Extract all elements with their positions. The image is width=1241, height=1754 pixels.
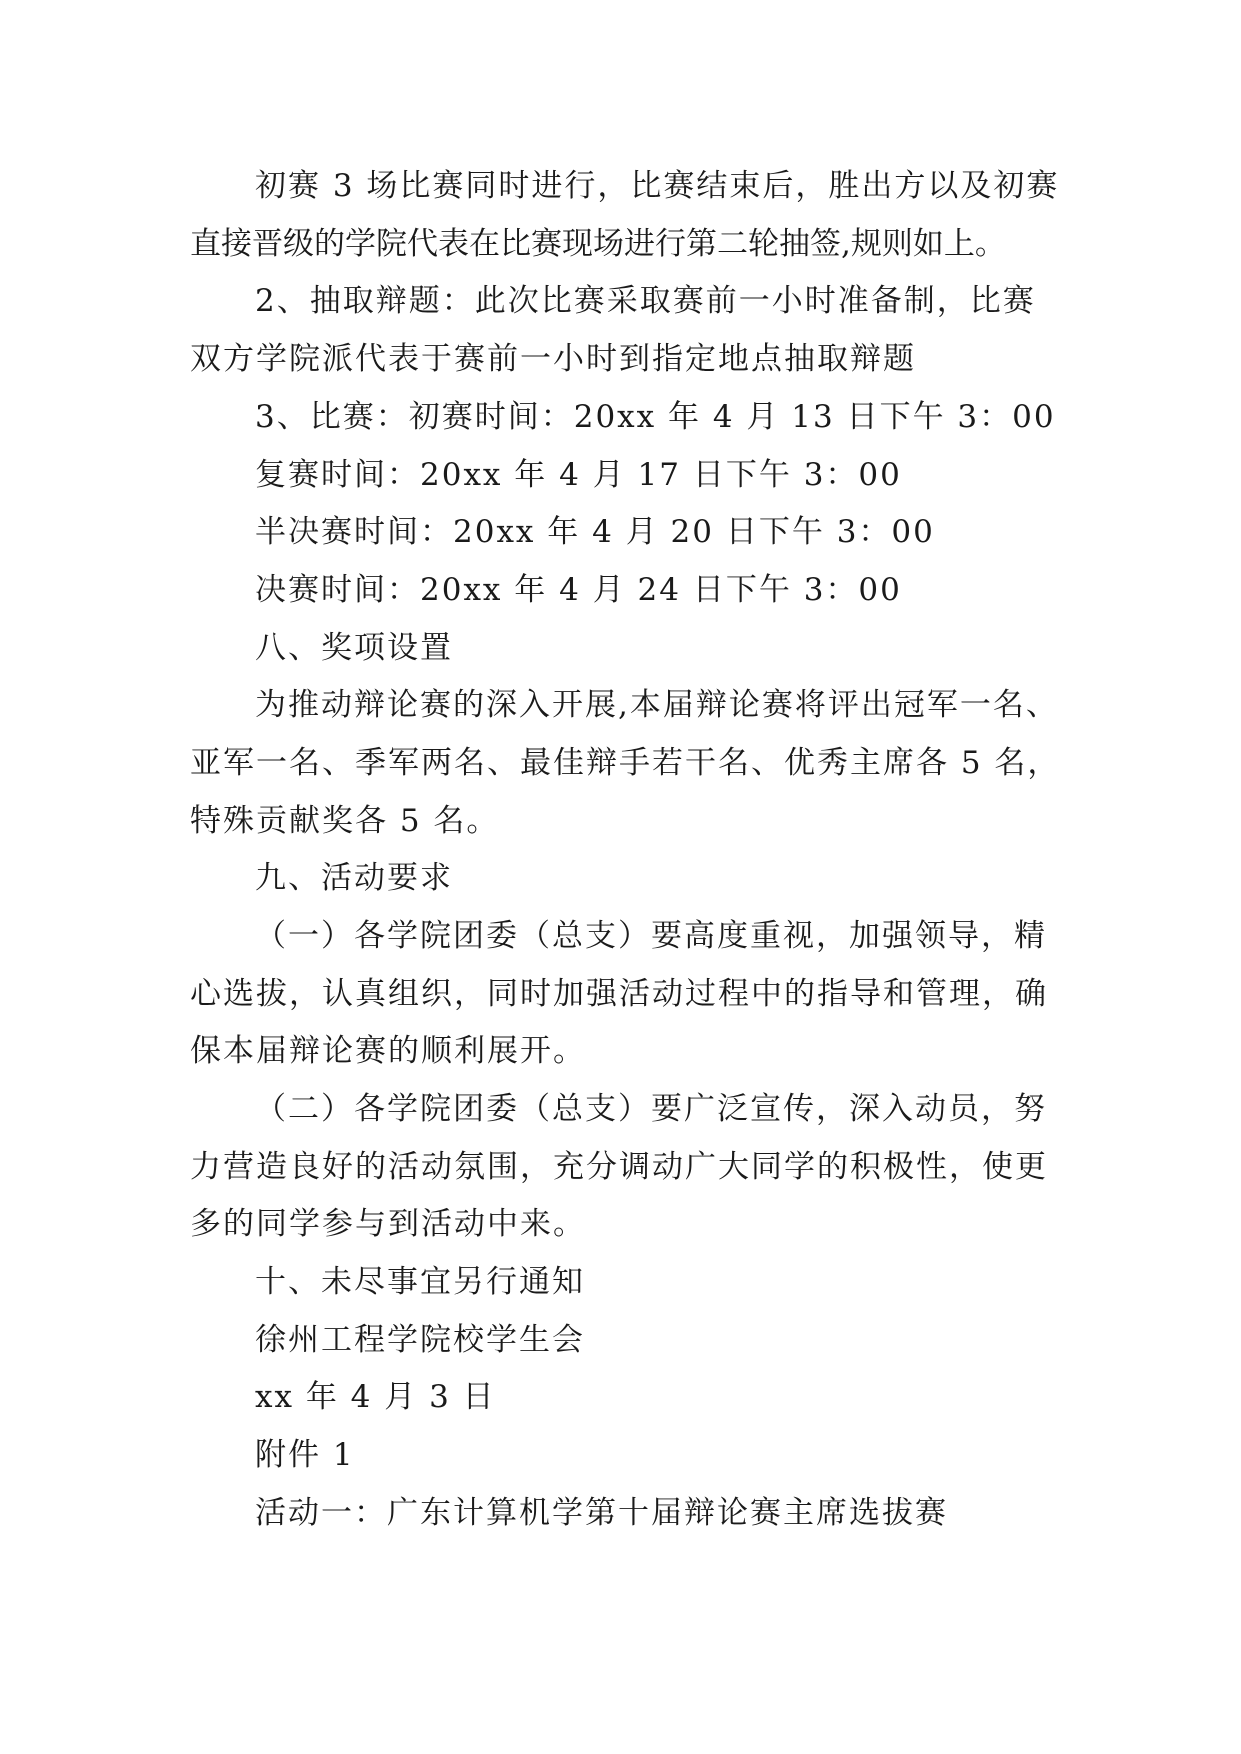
- text-line-3: 2、抽取辩题：此次比赛采取赛前一小时准备制，比赛: [255, 283, 1036, 319]
- signature-date: xx 年 4 月 3 日: [255, 1379, 496, 1415]
- text-line-14: （一）各学院团委（总支）要高度重视，加强领导，精: [255, 918, 1047, 954]
- section-heading-awards: 八、奖项设置: [255, 630, 453, 666]
- text-line-16: 保本届辩论赛的顺利展开。: [190, 1033, 586, 1069]
- text-line-18: 力营造良好的活动氛围，充分调动广大同学的积极性，使更: [190, 1149, 1048, 1185]
- attachment-label: 附件 1: [255, 1437, 355, 1473]
- text-line-11: 亚军一名、季军两名、最佳辩手若干名、优秀主席各 5 名，: [190, 745, 1061, 781]
- text-line-2: 直接晋级的学院代表在比赛现场进行第二轮抽签,规则如上。: [190, 226, 1006, 262]
- text-line-19: 多的同学参与到活动中来。: [190, 1206, 586, 1242]
- text-line-7: 半决赛时间：20xx 年 4 月 20 日下午 3：00: [255, 514, 935, 550]
- signature-organization: 徐州工程学院校学生会: [255, 1322, 585, 1358]
- text-line-1: 初赛 3 场比赛同时进行，比赛结束后，胜出方以及初赛: [255, 168, 1060, 204]
- text-line-10: 为推动辩论赛的深入开展,本届辩论赛将评出冠军一名、: [255, 687, 1059, 723]
- section-heading-requirements: 九、活动要求: [255, 860, 453, 896]
- text-line-6: 复赛时间：20xx 年 4 月 17 日下午 3：00: [255, 457, 902, 493]
- text-line-5: 3、比赛：初赛时间：20xx 年 4 月 13 日下午 3：00: [255, 399, 1056, 435]
- text-line-8: 决赛时间：20xx 年 4 月 24 日下午 3：00: [255, 572, 902, 608]
- text-line-4: 双方学院派代表于赛前一小时到指定地点抽取辩题: [190, 341, 916, 377]
- activity-title: 活动一：广东计算机学第十届辩论赛主席选拔赛: [255, 1495, 948, 1531]
- text-line-12: 特殊贡献奖各 5 名。: [190, 803, 500, 839]
- section-heading-notice: 十、未尽事宜另行通知: [255, 1264, 585, 1300]
- text-line-15: 心选拔，认真组织，同时加强活动过程中的指导和管理，确: [190, 976, 1048, 1012]
- text-line-17: （二）各学院团委（总支）要广泛宣传，深入动员，努: [255, 1091, 1047, 1127]
